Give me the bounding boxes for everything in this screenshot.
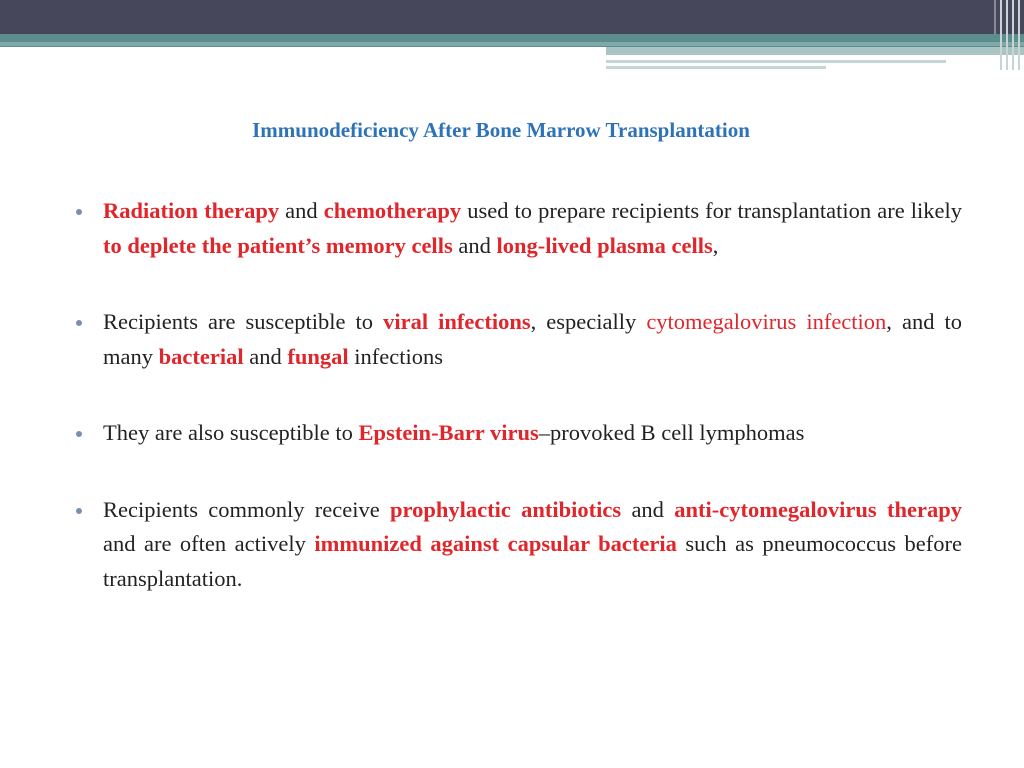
header-band-dark — [0, 0, 1024, 34]
highlighted-term: viral infections — [383, 309, 531, 334]
text-run: , and to many — [103, 309, 962, 369]
bullet-item — [76, 194, 962, 263]
text-run: and — [452, 232, 497, 258]
highlighted-term: immunized against capsular bacteria — [314, 531, 677, 556]
bullet-text — [103, 420, 804, 445]
header-divider — [1006, 0, 1008, 70]
slide-title: Immunodeficiency After Bone Marrow Transplantation — [252, 118, 750, 142]
highlighted-term: fungal — [287, 343, 349, 369]
highlighted-term: prophylactic antibiotics — [390, 496, 622, 522]
text-run: , especially — [530, 309, 647, 334]
text-run: They are also susceptible to — [103, 420, 359, 445]
bullet-dot-icon — [76, 209, 82, 215]
bullet-item — [76, 416, 962, 451]
text-run: Recipients are susceptible to — [103, 309, 384, 334]
text-run: and are often actively — [103, 531, 315, 556]
header-divider — [1012, 0, 1014, 70]
text-run: and — [279, 198, 324, 223]
header-divider — [1018, 0, 1020, 70]
text-run: infections — [348, 343, 443, 369]
highlighted-term: bacterial — [158, 343, 244, 369]
text-run: –provoked B cell lymphomas — [538, 420, 805, 445]
highlighted-term: anti-cytomegalovirus therapy — [674, 496, 962, 522]
bullet-dot-icon — [76, 320, 82, 326]
header-accent-line — [606, 60, 946, 63]
bullet-text — [103, 497, 962, 591]
highlighted-term: cytomegalovirus infection — [646, 309, 887, 334]
text-run: , — [712, 232, 719, 258]
bullet-dot-icon — [76, 508, 82, 514]
header-divider — [994, 0, 996, 34]
bullet-list — [76, 194, 962, 596]
highlighted-term: Radiation therapy — [103, 198, 280, 223]
text-run: and — [621, 496, 675, 522]
highlighted-term: Epstein-Barr virus — [358, 420, 539, 445]
bullet-item — [76, 305, 962, 374]
text-run: used to prepare recipients for transplantation are likely — [461, 198, 962, 223]
text-run: and — [243, 343, 288, 369]
text-run: such as pneumococcus before transplantation. — [103, 531, 962, 591]
header-band-teal-highlight — [0, 42, 1024, 46]
bullet-text — [103, 198, 962, 258]
text-run: Recipients commonly receive — [103, 496, 391, 522]
highlighted-term: long-lived plasma cells — [496, 232, 713, 258]
header-accent-line-short — [606, 66, 826, 69]
bullet-item — [76, 493, 962, 597]
highlighted-term: chemotherapy — [323, 198, 462, 223]
header-accent-strip — [606, 47, 1024, 55]
highlighted-term: to deplete the patient’s memory cells — [103, 232, 453, 258]
header-divider — [1000, 0, 1002, 70]
bullet-text — [103, 309, 962, 369]
bullet-dot-icon — [76, 431, 82, 437]
